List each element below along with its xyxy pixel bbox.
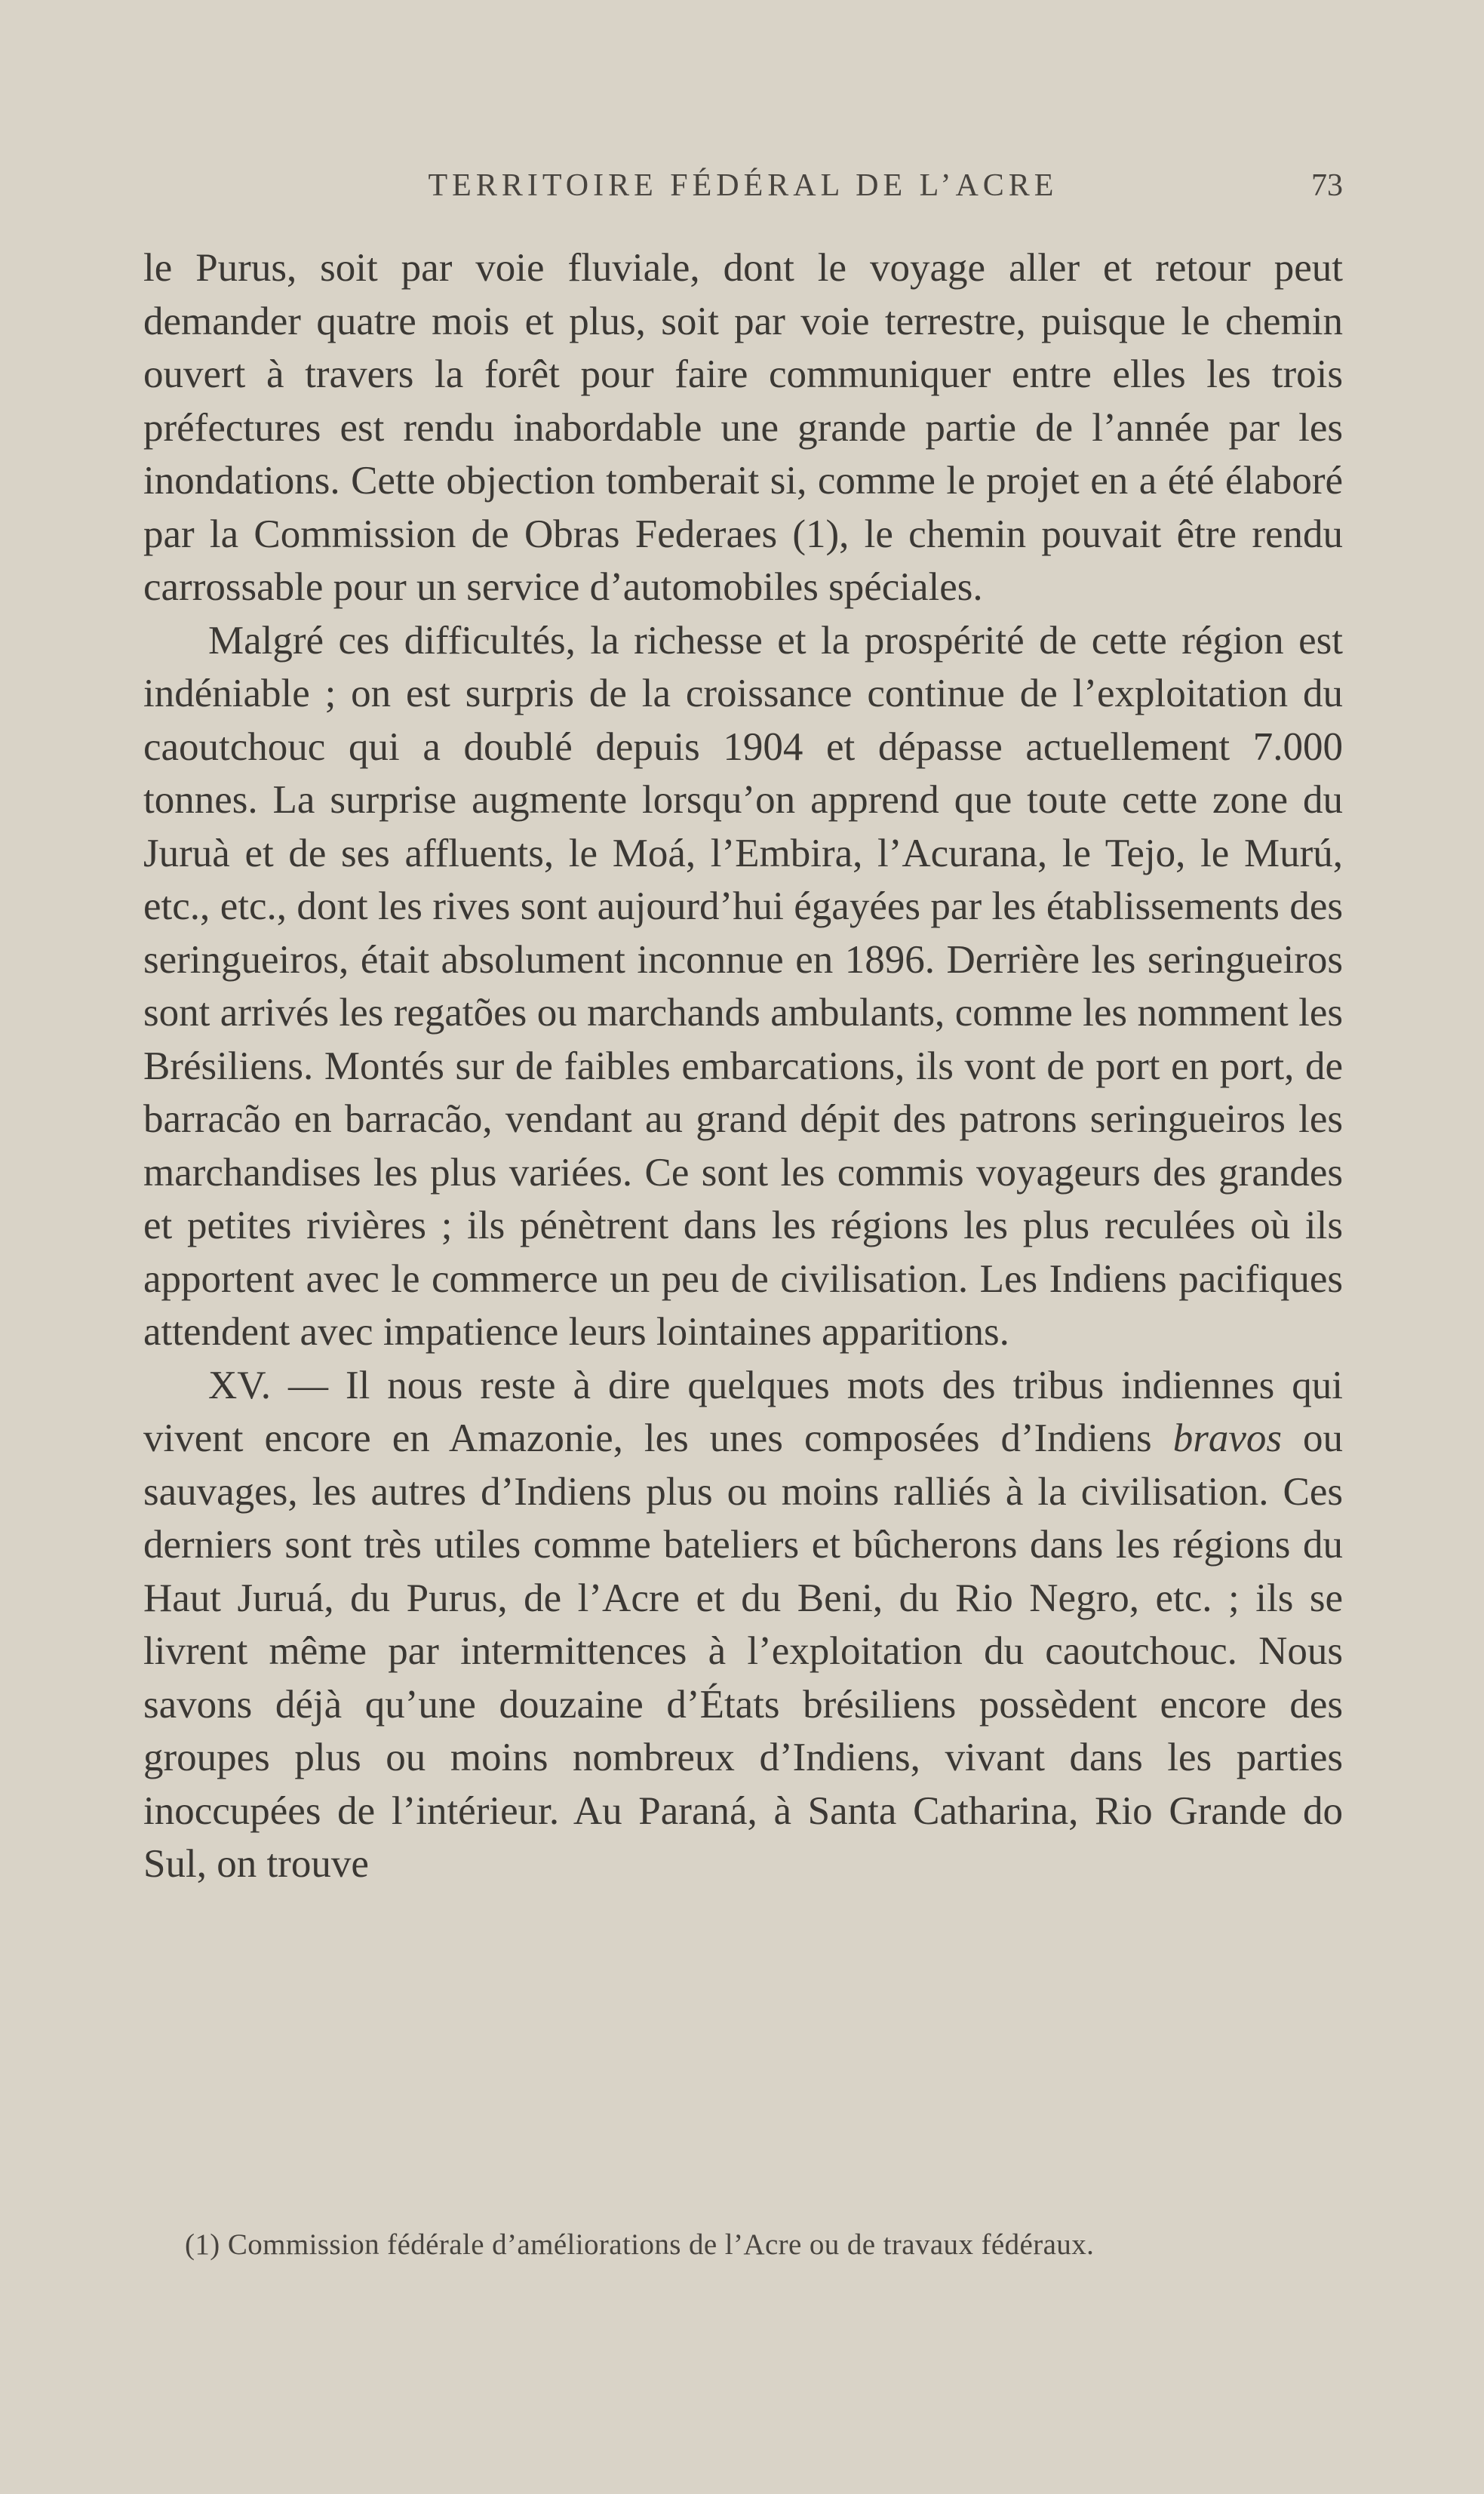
running-header	[143, 168, 1343, 213]
page-number: 73	[1311, 168, 1343, 203]
italic-term: bravos	[1172, 1416, 1282, 1460]
paragraph-2: Malgré ces difficultés, la richesse et la prospérité de cette région est indéniable ; on est surpris de la croissance continue de l’exploitation du caoutchouc qui a doublé depuis 1904 et dépasse actuellement 7.000 tonnes. La surprise augmente lorsqu’on apprend que toute cette zone du Juruà et de ses affluents, le Moá, l’Embira, l’Acurana, le Tejo, le Murú, etc., etc., dont les rives sont aujourd’hui égayées par les établissements des seringueiros, était absolument inconnue en 1896. Derrière les seringueiros sont arrivés les regatões ou marchands ambulants, comme les nomment les Brésiliens. Montés sur de faibles embarcations, ils vont de port en port, de barracão en barracão, vendant au grand dépit des patrons seringueiros les marchandises les plus variées. Ce sont les commis voyageurs des grandes et petites rivières ; ils pénètrent dans les régions les plus reculées où ils apportent avec le commerce un peu de civilisation. Les Indiens pacifiques attendent avec impatience leurs lointaines apparitions.	[143, 618, 1343, 1354]
paragraph-1: le Purus, soit par voie fluviale, dont le voyage aller et retour peut demander quatre mois et plus, soit par voie terrestre, puisque le chemin ouvert à travers la forêt pour faire communiquer entre elles les trois préfectures est rendu inabordable une grande partie de l’année par les inondations. Cette objection tomberait si, comme le projet en a été élaboré par la Commission de Obras Federaes (1), le chemin pouvait être rendu carrossable pour un service d’automobiles spéciales.	[143, 246, 1343, 609]
section-rest: ou sauvages, les autres d’Indiens plus ou moins ralliés à la civilisation. Ces derniers sont très utiles comme bateliers et bûcherons dans les régions du Haut Juruá, du Purus, de l’Acre et du Beni, du Rio Negro, etc. ; ils se livrent même par intermittences à l’exploitation du caoutchouc. Nous savons déjà qu’une douzaine d’États brésiliens possèdent encore des groupes plus ou moins nombreux d’Indiens, vivant dans les parties inoccupées de l’intérieur. Au Paraná, à Santa Catharina, Rio Grande do Sul, on trouve	[143, 1416, 1343, 1886]
paragraph-section-xv	[143, 1359, 1343, 1891]
footnote: (1) Commission fédérale d’améliorations de l’Acre ou de travaux fédéraux.	[185, 2228, 1095, 2261]
section-lead: XV. — Il nous reste à dire quelques mots des tribus indiennes qui vivent encore en Amazonie, les unes composées d’Indiens	[143, 1363, 1343, 1460]
running-title: TERRITOIRE FÉDÉRAL DE L’ACRE	[428, 168, 1058, 203]
body-text	[143, 241, 1343, 1891]
